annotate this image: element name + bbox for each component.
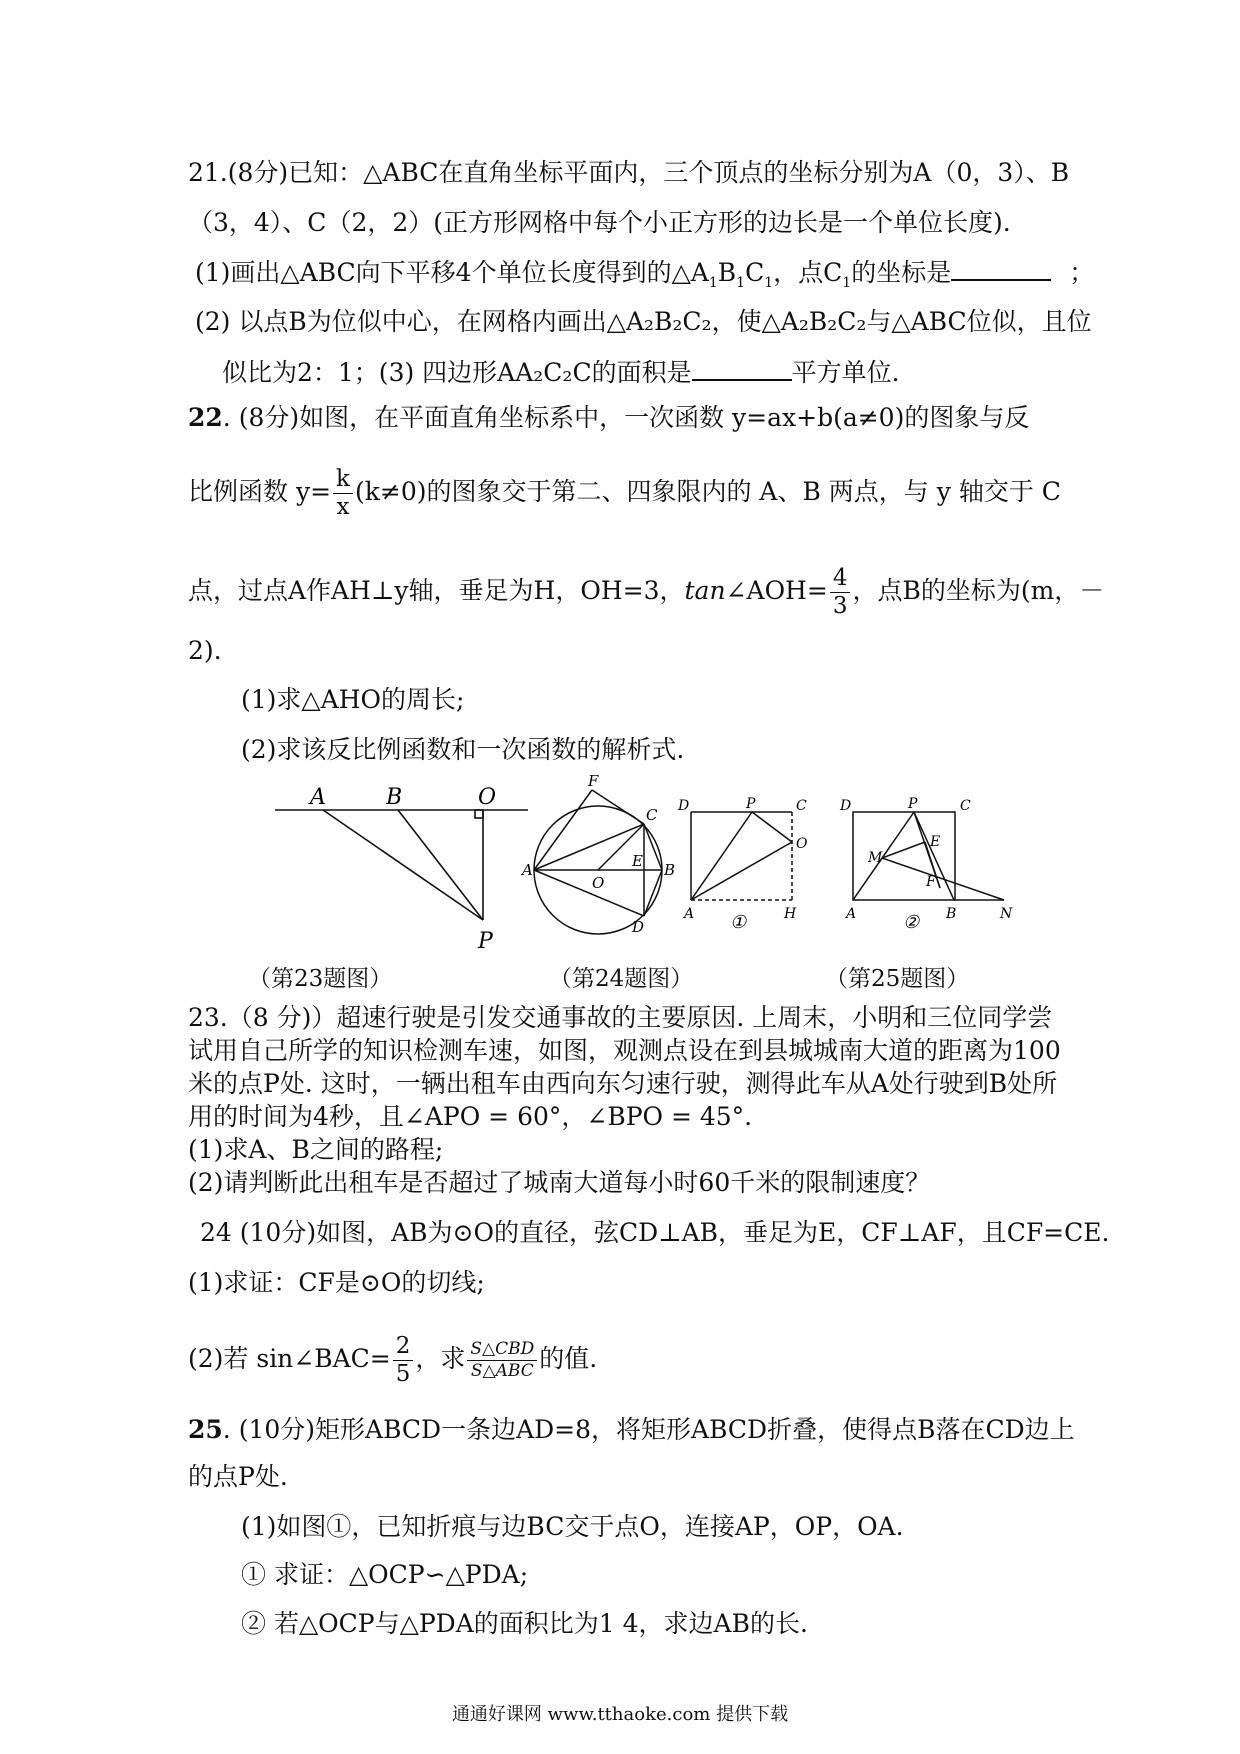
- fig25a-label-circled-1: ①: [730, 912, 747, 933]
- q22-line1-text: . (8分)如图，在平面直角坐标系中，一次函数 y=ax+b(a≠0)的图象与反: [222, 403, 1030, 432]
- q24-sub1: (1)求证：CF是⊙O的切线;: [188, 1268, 485, 1297]
- fig24-label-a: A: [522, 861, 533, 879]
- fig25b-label-a: A: [846, 906, 857, 922]
- q22-line3-post: ，点B的坐标为(m，－: [852, 576, 1105, 605]
- fig24-label-o: O: [592, 874, 605, 892]
- fig25a-label-p: P: [746, 796, 756, 812]
- q21-line2: （3，4）、C（2，2）(正方形网格中每个小正方形的边长是一个单位长度).: [188, 208, 1011, 237]
- fig23-label-b: B: [386, 785, 403, 810]
- q25-line1-text: . (10分)矩形ABCD一条边AD=8，将矩形ABCD折叠，使得点B落在CD边上: [222, 1415, 1075, 1444]
- fig25b-label-n: N: [1000, 906, 1013, 922]
- fig25b-label-b: B: [946, 906, 957, 922]
- q23-line1: 23.（8 分)）超速行驶是引发交通事故的主要原因. 上周末，小明和三位同学尝: [188, 1003, 1053, 1032]
- q22-line2-post: (k≠0)的图象交于第二、四象限内的 A、B 两点，与 y 轴交于 C: [354, 477, 1061, 506]
- q22-line3: [188, 567, 1104, 618]
- q25-line2: 的点P处.: [188, 1462, 288, 1491]
- fraction-numerator: 2: [393, 1335, 414, 1361]
- answer-blank: [692, 357, 792, 381]
- fig24-label-c: C: [646, 806, 658, 824]
- q25-number: 25: [188, 1415, 223, 1444]
- q24-sub2-mid: ，求: [415, 1344, 466, 1373]
- q23-sub2: (2)请判断此出租车是否超过了城南大道每小时60千米的限制速度？: [188, 1168, 931, 1197]
- fig24-label-f: F: [588, 772, 599, 790]
- q21-sub1-text-b: B: [717, 258, 737, 287]
- fig25b-label-circled-2: ②: [903, 912, 920, 933]
- q21-sub1-text-c: C: [745, 258, 765, 287]
- figure-24-caption: （第24题图）: [549, 966, 694, 992]
- q22-line1: [188, 403, 1029, 433]
- q24-sub2-post: 的值.: [539, 1344, 598, 1373]
- q25-line1: [188, 1415, 1075, 1445]
- fig25b-label-f: F: [926, 874, 936, 890]
- figure-25-caption: （第25题图）: [825, 966, 970, 992]
- q21-sub3: [222, 357, 900, 388]
- figure-25-1: [691, 812, 792, 900]
- k-over-x-fraction: [333, 468, 353, 519]
- q22-sub2: (2)求该反比例函数和一次函数的解析式.: [241, 735, 685, 764]
- answer-blank: [951, 257, 1051, 281]
- fraction-denominator: x: [336, 494, 350, 520]
- fraction-denominator: 3: [832, 593, 848, 619]
- q21-sub2: (2) 以点B为位似中心，在网格内画出△A₂B₂C₂，使△A₂B₂C₂与△ABC位似，且位: [195, 307, 1092, 336]
- fig24-label-b: B: [664, 861, 676, 879]
- q21-sub3-text: 似比为2：1；(3) 四边形AA₂C₂C的面积是: [222, 358, 692, 387]
- q22-line2: [188, 468, 1061, 519]
- q23-line3: 米的点P处. 这时，一辆出租车由西向东匀速行驶，测得此车从A处行驶到B处所: [188, 1069, 1058, 1098]
- q21-sub1-text-a: (1)画出△ABC向下平移4个单位长度得到的△A: [195, 258, 709, 287]
- fig25b-label-d: D: [840, 798, 852, 814]
- q22-line3-mid: ∠AOH=: [725, 576, 828, 605]
- two-fifths-fraction: [393, 1335, 414, 1386]
- q21-sub3-post: 平方单位.: [791, 358, 900, 387]
- fig24-label-e: E: [632, 852, 643, 870]
- fig25a-label-c: C: [796, 798, 807, 814]
- q21-sub1-text-e: 的坐标是: [851, 258, 952, 287]
- fig23-label-p: P: [478, 929, 493, 954]
- fraction-numerator: S△CBD: [467, 1341, 537, 1361]
- q22-sub1: (1)求△AHO的周长;: [241, 685, 465, 714]
- footer-watermark: 通通好课网 www.tthaoke.com 提供下载: [451, 1704, 789, 1725]
- fig25b-label-m: M: [868, 850, 883, 866]
- fraction-denominator: S△ABC: [470, 1361, 534, 1381]
- fig25a-label-h: H: [784, 906, 797, 922]
- fig25a-label-d: D: [678, 798, 690, 814]
- fig25b-label-p: P: [908, 796, 918, 812]
- q23-sub1: (1)求A、B之间的路程;: [188, 1135, 444, 1164]
- q21-sub1: (1)画出△ABC向下平移4个单位长度得到的$\triangle A_1B_1C_1$，点$C_1$的坐标是 ；: [195, 258, 1095, 291]
- fig23-label-a: A: [310, 785, 326, 810]
- q21-line1: 21.(8分)已知：△ABC在直角坐标平面内，三个顶点的坐标分别为A（0，3）、B: [188, 158, 1070, 187]
- q22-line3-pre: 点，过点A作AH⊥y轴，垂足为H，OH=3，: [188, 576, 685, 605]
- q23-line4: 用的时间为4秒，且∠APO = 60°，∠BPO = 45°.: [188, 1102, 753, 1131]
- four-thirds-fraction: [830, 567, 851, 618]
- fraction-numerator: 4: [830, 567, 851, 593]
- figure-23: [275, 810, 528, 920]
- figures: [0, 770, 1240, 980]
- fig24-label-d: D: [632, 918, 645, 936]
- fig25a-label-o: O: [796, 836, 808, 852]
- q21-sub1-end: ；: [1069, 258, 1095, 287]
- q25-sub1: (1)如图①，已知折痕与边BC交于点O，连接AP，OP，OA.: [241, 1512, 904, 1541]
- area-ratio-fraction: [467, 1341, 537, 1380]
- q25-sub1b: ② 若△OCP与△PDA的面积比为1 4，求边AB的长.: [241, 1609, 808, 1638]
- q22-line2-pre: 比例函数 y=: [188, 477, 332, 506]
- figure-23-caption: （第23题图）: [248, 966, 393, 992]
- fraction-numerator: k: [333, 468, 353, 494]
- fraction-denominator: 5: [395, 1361, 411, 1387]
- fig25a-label-a: A: [684, 906, 695, 922]
- q25-sub1a: ① 求证：△OCP∽△PDA;: [241, 1560, 529, 1589]
- fig23-label-o: O: [478, 785, 497, 810]
- tan-text: tan: [684, 576, 726, 605]
- q22-number: 22: [188, 403, 223, 432]
- q24-sub2: [188, 1335, 597, 1386]
- q22-line4: 2).: [188, 636, 222, 665]
- q21-sub1-text-d: ，点C: [773, 258, 843, 287]
- q24-line1: 24 (10分)如图，AB为⊙O的直径，弦CD⊥AB，垂足为E，CF⊥AF，且CF=CE.: [200, 1218, 1110, 1247]
- fig25b-label-e: E: [930, 834, 941, 850]
- q24-sub2-pre: (2)若 sin∠BAC=: [188, 1344, 391, 1373]
- q23-line2: 试用自己所学的知识检测车速，如图，观测点设在到县城城南大道的距离为100: [188, 1036, 1061, 1065]
- fig25b-label-c: C: [960, 798, 971, 814]
